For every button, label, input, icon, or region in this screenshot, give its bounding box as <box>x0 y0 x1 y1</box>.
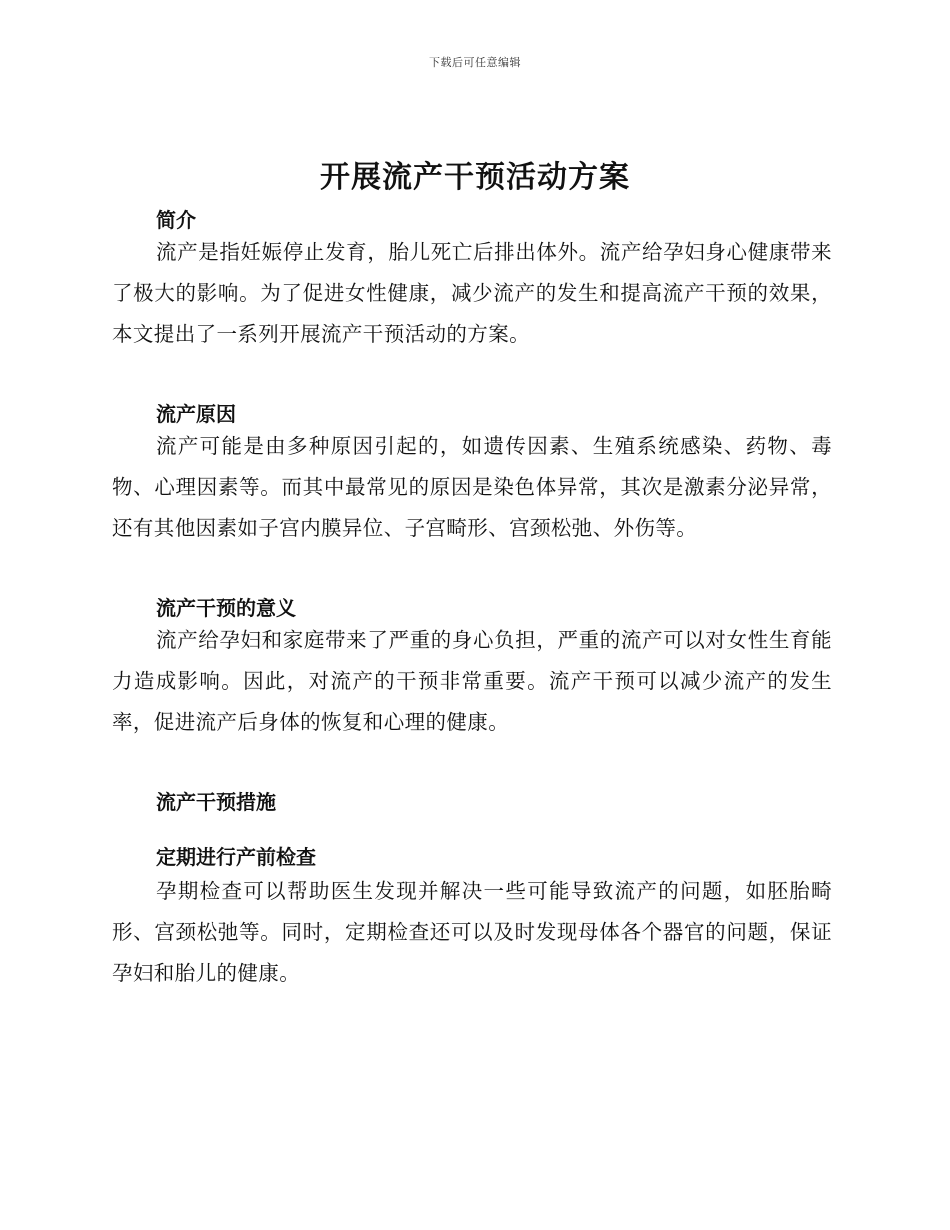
section-heading-prenatal-checkup: 定期进行产前检查 <box>156 845 316 869</box>
section-heading-intro: 简介 <box>156 208 196 232</box>
paragraph-prenatal-checkup: 孕期检查可以帮助医生发现并解决一些可能导致流产的问题，如胚胎畸形、宫颈松弛等。同时，定期检查还可以及时发现母体各个器官的问题，保证孕妇和胎儿的健康。 <box>112 879 832 985</box>
paragraph-intro: 流产是指妊娠停止发育，胎儿死亡后排出体外。流产给孕妇身心健康带来了极大的影响。为了促进女性健康，减少流产的发生和提高流产干预的效果，本文提出了一系列开展流产干预活动的方案。 <box>112 240 832 346</box>
paragraph-causes: 流产可能是由多种原因引起的，如遗传因素、生殖系统感染、药物、毒物、心理因素等。而其中最常见的原因是染色体异常，其次是激素分泌异常，还有其他因素如子宫内膜异位、子宫畸形、宫颈松弛、外伤等。 <box>112 434 832 540</box>
document-title: 开展流产干预活动方案 <box>320 160 630 195</box>
paragraph-significance: 流产给孕妇和家庭带来了严重的身心负担，严重的流产可以对女性生育能力造成影响。因此，对流产的干预非常重要。流产干预可以减少流产的发生率，促进流产后身体的恢复和心理的健康。 <box>112 628 832 734</box>
header-note: 下载后可任意编辑 <box>429 56 521 69</box>
section-heading-significance: 流产干预的意义 <box>156 596 296 620</box>
section-heading-causes: 流产原因 <box>156 402 236 426</box>
section-heading-measures: 流产干预措施 <box>156 790 276 814</box>
